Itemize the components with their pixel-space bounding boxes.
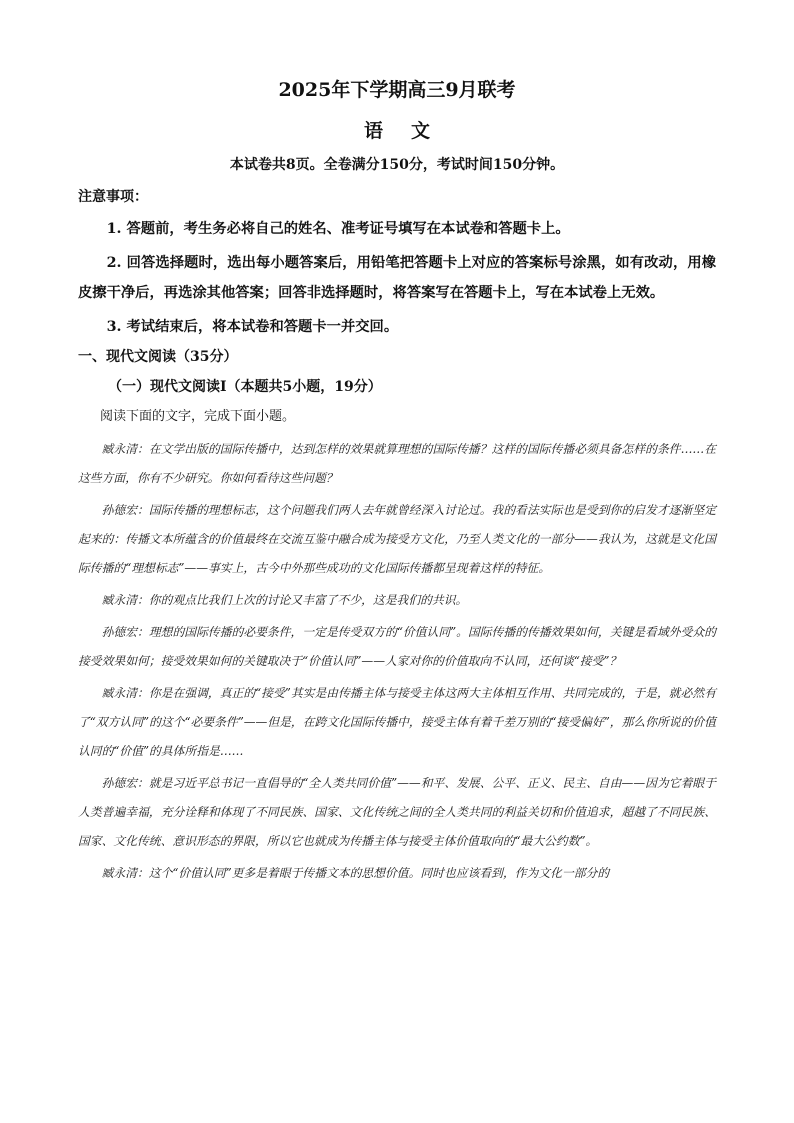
notice-item-2: 2. 回答选择题时，选出每小题答案后，用铅笔把答题卡上对应的答案标号涂黑，如有改动，用橡皮擦干净后，再选涂其他答案；回答非选择题时，将答案写在答题卡上，写在本试卷上无效。 — [78, 255, 716, 301]
dialogue-paragraph: 臧永清：这个“价值认同”更多是着眼于传播文本的思想价值。同时也应该看到，作为文化一部分的 — [101, 866, 610, 880]
notice-heading: 注意事项： — [78, 189, 148, 205]
subject-title: 语文 — [363, 120, 458, 142]
exam-title: 2025年下学期高三9月联考 — [278, 79, 516, 101]
dialogue-paragraph: 臧永清：你的观点比我们上次的讨论又丰富了不少，这是我们的共识。 — [101, 593, 468, 607]
notice-item-3: 3. 考试结束后，将本试卷和答题卡一并交回。 — [106, 319, 399, 335]
dialogue-paragraph: 孙德宏：国际传播的理想标志，这个问题我们两人去年就曾经深入讨论过。我的看法实际也是受到你的启发才逐渐坚定起来的：传播文本所蕴含的价值最终在交流互鉴中融合成为接受方文化，乃至人类文化的一部分——我认为，这就是文化国际传播的“理想标志”——事实上，古今中外那些成功的文化国际传播都呈现着这样的特征。 — [78, 503, 716, 575]
dialogue-paragraph: 孙德宏：理想的国际传播的必要条件，一定是传受双方的“价值认同”。国际传播的传播效果如何，关键是看域外受众的接受效果如何；接受效果如何的关键取决于“价值认同”——人家对你的价值取向不认同，还何谈“接受”？ — [78, 625, 716, 668]
dialogue-paragraph: 孙德宏：就是习近平总书记一直倡导的“全人类共同价值”——和平、发展、公平、正义、民主、自由——因为它着眼于人类普遍幸福，充分诠释和体现了不同民族、国家、文化传统之间的全人类共同的利益关切和价值追求，超越了不同民族、国家、文化传统、意识形态的界限，所以它也就成为传播主体与接受主体价值取向的“最大公约数”。 — [78, 776, 716, 848]
notice-item-1: 1. 答题前，考生务必将自己的姓名、准考证号填写在本试卷和答题卡上。 — [106, 221, 570, 237]
subsection-heading: （一）现代文阅读Ⅰ（本题共5小题，19分） — [108, 379, 382, 395]
dialogue-paragraph: 臧永清：你是在强调，真正的“接受”其实是由传播主体与接受主体这两大主体相互作用、共同完成的，于是，就必然有了“双方认同”的这个“必要条件”——但是，在跨文化国际传播中，接受主体有着千差万别的“接受偏好”，那么你所说的价值认同的“价值”的具体所指是…… — [78, 686, 716, 758]
section-heading: 一、现代文阅读（35分） — [78, 349, 238, 365]
dialogue-paragraph: 臧永清：在文学出版的国际传播中，达到怎样的效果就算理想的国际传播？这样的国际传播必须具备怎样的条件……在这些方面，你有不少研究。你如何看待这些问题？ — [78, 442, 716, 485]
reading-instruction: 阅读下面的文字，完成下面小题。 — [100, 409, 296, 424]
exam-meta: 本试卷共8页。全卷满分150分，考试时间150分钟。 — [229, 157, 565, 173]
